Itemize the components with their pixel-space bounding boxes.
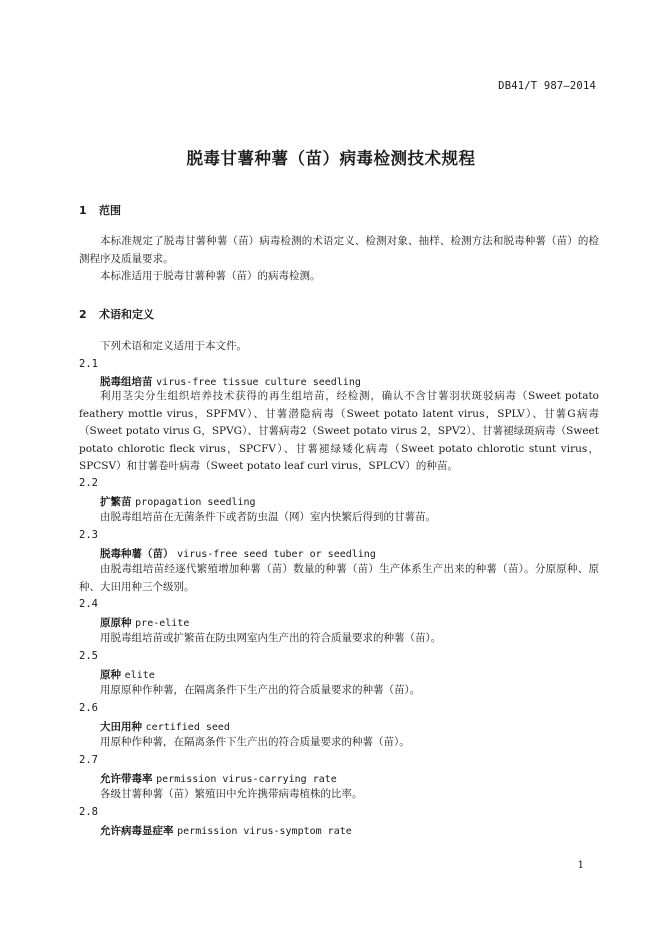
term-definition: 用脱毒组培苗或扩繁苗在防虫网室内生产出的符合质量要求的种薯（苗）。	[100, 632, 442, 644]
term-heading	[100, 719, 230, 734]
term-cn: 原种	[100, 669, 121, 681]
term-cn: 大田用种	[100, 721, 142, 733]
section-title: 范围	[99, 204, 121, 217]
term-number: 2.6	[79, 702, 98, 714]
term-en: virus-free seed tuber or seedling	[177, 549, 376, 560]
scope-paragraph-1: 本标准规定了脱毒甘薯种薯（苗）病毒检测的术语定义、检测对象、抽样、检测方法和脱毒种薯（苗）的检测程序及质量要求。	[79, 235, 599, 265]
term-definition: 用原原种作种薯，在隔离条件下生产出的符合质量要求的种薯（苗）。	[100, 684, 421, 696]
section-number: 1	[79, 204, 87, 217]
standard-code: DB41/T 987—2014	[498, 80, 596, 92]
term-en: permission virus-carrying rate	[156, 774, 337, 785]
term-heading	[100, 667, 155, 682]
term-number: 2.8	[79, 806, 98, 818]
term-heading	[100, 771, 337, 786]
term-heading	[100, 374, 361, 389]
term-en: virus-free tissue culture seedling	[156, 377, 361, 388]
term-number: 2.5	[79, 650, 98, 662]
term-en: elite	[124, 670, 155, 681]
term-en: pre-elite	[135, 618, 190, 629]
term-cn: 脱毒种薯（苗）	[100, 548, 174, 560]
section-title: 术语和定义	[99, 308, 154, 321]
term-cn: 原原种	[100, 617, 132, 629]
term-number: 2.3	[79, 529, 98, 541]
term-cn: 扩繁苗	[100, 496, 132, 508]
term-cn: 允许病毒显症率	[100, 825, 174, 837]
term-definition: 由脱毒组培苗经逐代繁殖增加种薯（苗）数量的种薯（苗）生产体系生产出来的种薯（苗）。分原原种、原种、大田用种三个级别。	[79, 563, 599, 593]
page-number: 1	[577, 860, 584, 871]
term-en: certified seed	[145, 722, 230, 733]
section-heading-scope	[79, 202, 121, 218]
term-cn: 脱毒组培苗	[100, 376, 153, 388]
term-heading	[100, 494, 256, 509]
term-definition: 由脱毒组培苗在无菌条件下或者防虫温（网）室内快繁后得到的甘薯苗。	[100, 511, 436, 523]
term-definition: 各级甘薯种薯（苗）繁殖田中允许携带病毒植株的比率。	[100, 788, 363, 800]
term-definition: 利用茎尖分生组织培养技术获得的再生组培苗，经检测，确认不含甘薯羽状斑驳病毒（Sweet potato feathery mottle virus，SPFMV）、甘薯潜隐病毒（Sweet potato latent virus，SPLV）、甘薯G病毒（Sweet potato virus G，SPVG）、甘薯病毒2（Sweet potato virus 2，SPV2）、甘薯褪绿斑病毒（Sweet potato chlorotic fleck virus，SPCFV）、甘薯褪绿矮化病毒（Sweet potato chlorotic stunt virus，SPCSV）和甘薯卷叶病毒（Sweet potato leaf curl virus，SPLCV）的种苗。	[79, 390, 599, 472]
term-en: permission virus-symptom rate	[177, 826, 352, 837]
term-number: 2.7	[79, 754, 98, 766]
scope-paragraph-2: 本标准适用于脱毒甘薯种薯（苗）的病毒检测。	[100, 270, 321, 282]
document-title: 脱毒甘薯种薯（苗）病毒检测技术规程	[186, 149, 476, 168]
term-number: 2.2	[79, 477, 98, 489]
term-cn: 允许带毒率	[100, 773, 153, 785]
term-en: propagation seedling	[135, 497, 256, 508]
term-definition: 用原种作种薯，在隔离条件下生产出的符合质量要求的种薯（苗）。	[100, 736, 410, 748]
term-heading	[100, 546, 376, 561]
term-number: 2.1	[79, 358, 98, 370]
section-number: 2	[79, 308, 87, 321]
section-heading-terms	[79, 306, 154, 322]
term-heading	[100, 823, 352, 838]
term-heading	[100, 615, 189, 630]
term-number: 2.4	[79, 598, 98, 610]
terms-intro: 下列术语和定义适用于本文件。	[100, 340, 247, 352]
